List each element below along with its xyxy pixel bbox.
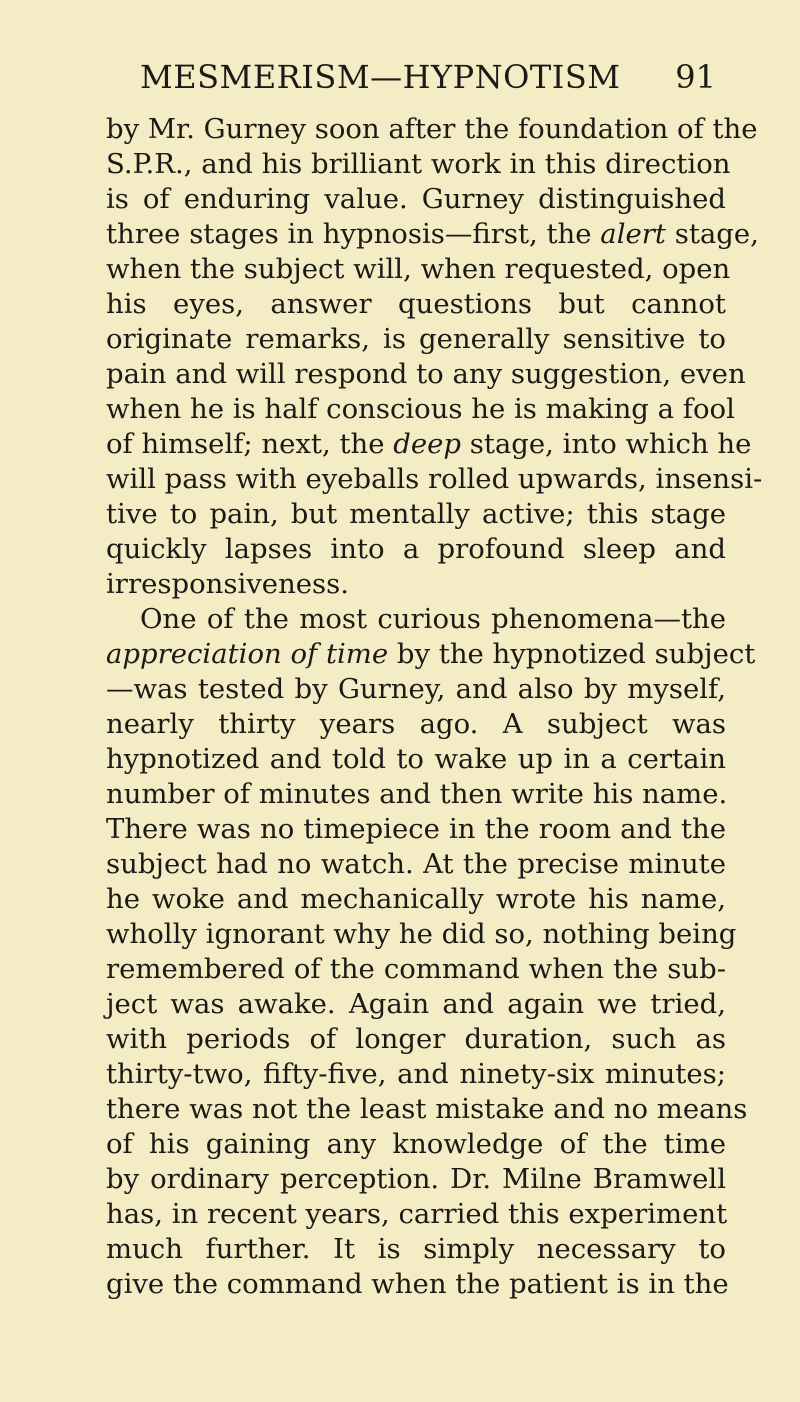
text-segment: of himself; next, the [106,428,394,460]
text-line: One of the most curious phenomena—the [140,603,726,635]
text-line: is of enduring value. Gurney distinguished [106,183,726,215]
text-line: ject was awake. Again and again we tried, [106,988,726,1020]
text-line: when the subject will, when requested, open [106,253,731,285]
text-line: with periods of longer duration, such as [106,1023,726,1055]
text-line: of his gaining any knowledge of the time [106,1128,726,1160]
text-line [106,217,759,252]
text-line: —was tested by Gurney, and also by myself, [106,673,726,705]
text-line: he woke and mechanically wrote his name, [106,883,726,915]
text-line: quickly lapses into a profound sleep and [106,533,726,565]
page-number: 91 [675,58,716,96]
text-line: pain and will respond to any suggestion, even [106,358,746,390]
text-line: number of minutes and then write his name. [106,778,728,810]
text-line: S.P.R., and his brilliant work in this direction [106,148,731,180]
text-line: tive to pain, but mentally active; this stage [106,498,726,530]
running-title: MESMERISM—HYPNOTISM [140,58,621,96]
text-line: by ordinary perception. Dr. Milne Bramwell [106,1163,726,1195]
text-line: has, in recent years, carried this experiment [106,1198,728,1230]
text-line: subject had no watch. At the precise minute [106,848,726,880]
emphasis-alert: alert [600,218,666,250]
text-line: hypnotized and told to wake up in a certain [106,743,726,775]
text-line: thirty-two, fifty-five, and ninety-six minutes; [106,1058,726,1090]
text-line: his eyes, answer questions but cannot [106,288,726,320]
page-header [140,58,716,110]
text-line: There was no timepiece in the room and the [106,813,726,845]
text-line: will pass with eyeballs rolled upwards, insensi- [106,463,763,495]
text-line: give the command when the patient is in the [106,1268,729,1300]
body-text [106,112,763,1302]
text-line [106,427,752,462]
text-line: there was not the least mistake and no means [106,1093,748,1125]
emphasis-deep: deep [393,428,461,460]
text-line [106,637,756,672]
emphasis-appreciation: appreciation of time [106,638,389,670]
text-line: irresponsiveness. [106,568,350,600]
text-line: when he is half conscious he is making a fool [106,393,735,425]
text-segment: three stages in hypnosis—first, the [106,218,601,250]
text-line: much further. It is simply necessary to [106,1233,726,1265]
text-segment: stage, [665,218,759,250]
text-segment: stage, into which he [461,428,752,460]
text-segment: by the hypnotized subject [388,638,756,670]
text-line: originate remarks, is generally sensitive to [106,323,726,355]
text-line: by Mr. Gurney soon after the foundation of the [106,113,758,145]
text-line: nearly thirty years ago. A subject was [106,708,726,740]
text-line: wholly ignorant why he did so, nothing being [106,918,737,950]
text-line: remembered of the command when the sub- [106,953,726,985]
